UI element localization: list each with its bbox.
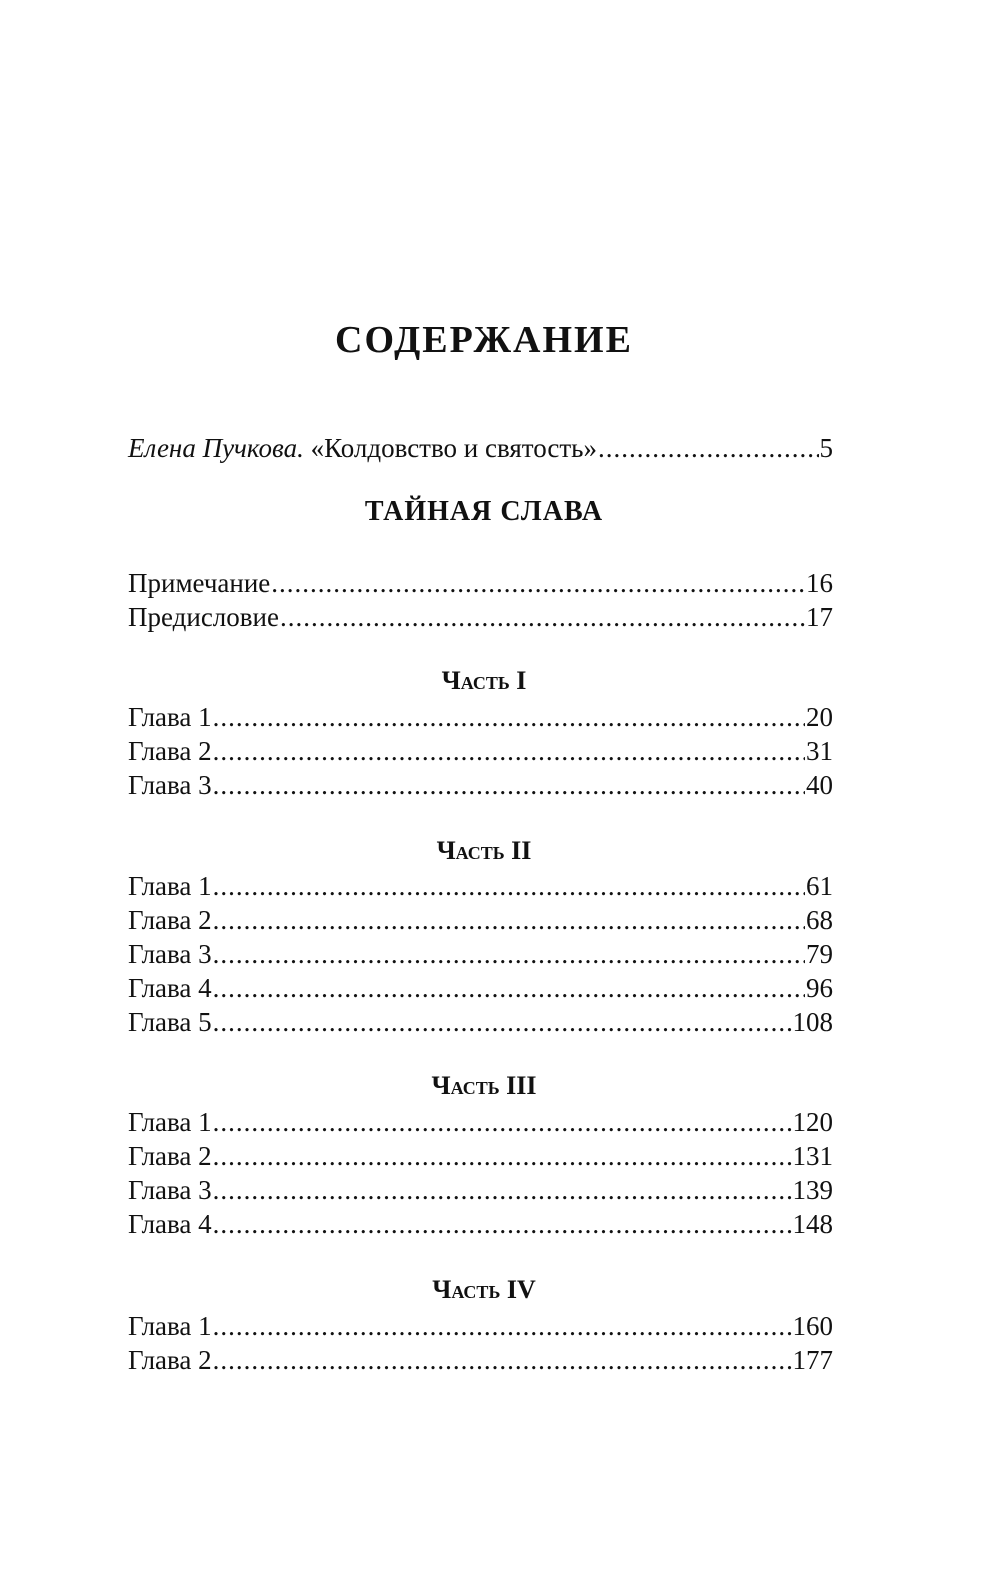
toc-entry-intro[interactable] (128, 431, 833, 465)
toc-entry-chapter[interactable] (128, 1005, 833, 1039)
dot-leader (213, 734, 805, 768)
toc-entry-page: 5 (819, 433, 833, 463)
toc-entry-chapter[interactable] (128, 734, 833, 768)
toc-entry-page: 31 (806, 736, 833, 766)
toc-entry-author: Елена Пучкова. (128, 433, 304, 463)
dot-leader (213, 1005, 792, 1039)
dot-leader (213, 903, 805, 937)
toc-entry-page: 17 (806, 602, 833, 632)
toc-entry-preface[interactable] (128, 600, 833, 634)
toc-entry-page: 79 (806, 939, 833, 969)
part-title-3: Часть III (431, 1071, 537, 1100)
toc-entry-note[interactable] (128, 566, 833, 600)
toc-entry-chapter[interactable] (128, 1105, 833, 1139)
toc-entry-label: Глава 2 (128, 1141, 212, 1171)
toc-entry-label: Глава 2 (128, 905, 212, 935)
toc-entry-label: Глава 3 (128, 939, 212, 969)
dot-leader (271, 566, 805, 600)
dot-leader (213, 971, 805, 1005)
toc-entry-chapter[interactable] (128, 1207, 833, 1241)
dot-leader (213, 1207, 792, 1241)
toc-entry-page: 68 (806, 905, 833, 935)
section-title: ТАЙНАЯ СЛАВА (364, 496, 604, 527)
toc-entry-page: 61 (806, 871, 833, 901)
toc-entry-label: Глава 1 (128, 702, 212, 732)
toc-entry-chapter[interactable] (128, 1309, 833, 1343)
toc-entry-chapter[interactable] (128, 903, 833, 937)
toc-entry-chapter[interactable] (128, 700, 833, 734)
page-title: СОДЕРЖАНИЕ (335, 319, 633, 361)
dot-leader (213, 1139, 792, 1173)
toc-entry-title: «Колдовство и святость» (310, 433, 597, 463)
toc-entry-label: Глава 3 (128, 770, 212, 800)
toc-entry-label: Глава 4 (128, 973, 212, 1003)
toc-entry-page: 40 (806, 770, 833, 800)
toc-entry-label: Глава 1 (128, 1311, 212, 1341)
toc-entry-label: Предисловие (128, 602, 279, 632)
toc-entry-page: 160 (792, 1311, 833, 1341)
toc-entry-label: Примечание (128, 568, 271, 598)
toc-entry-chapter[interactable] (128, 869, 833, 903)
part-title-4: Часть IV (432, 1275, 536, 1304)
toc-entry-label: Глава 4 (128, 1209, 212, 1239)
dot-leader (213, 869, 805, 903)
toc-entry-chapter[interactable] (128, 1173, 833, 1207)
toc-entry-label: Глава 1 (128, 871, 212, 901)
toc-entry-page: 108 (792, 1007, 833, 1037)
toc-entry-page: 148 (792, 1209, 833, 1239)
dot-leader (598, 431, 819, 465)
toc-entry-page: 16 (806, 568, 833, 598)
toc-entry-page: 177 (792, 1345, 833, 1375)
toc-entry-chapter[interactable] (128, 937, 833, 971)
toc-entry-page: 120 (792, 1107, 833, 1137)
toc-entry-chapter[interactable] (128, 1343, 833, 1377)
toc-entry-chapter[interactable] (128, 768, 833, 802)
dot-leader (280, 600, 805, 634)
toc-entry-chapter[interactable] (128, 1139, 833, 1173)
toc-entry-label: Глава 1 (128, 1107, 212, 1137)
toc-entry-page: 131 (792, 1141, 833, 1171)
dot-leader (213, 700, 805, 734)
dot-leader (213, 1309, 792, 1343)
dot-leader (213, 1105, 792, 1139)
toc-entry-label: Глава 2 (128, 1345, 212, 1375)
toc-entry-label: Глава 2 (128, 736, 212, 766)
dot-leader (213, 1173, 792, 1207)
toc-entry-page: 20 (806, 702, 833, 732)
toc-entry-label (128, 431, 597, 465)
part-title-2: Часть II (436, 836, 532, 865)
toc-entry-label: Глава 3 (128, 1175, 212, 1205)
toc-entry-label: Глава 5 (128, 1007, 212, 1037)
dot-leader (213, 768, 805, 802)
toc-entry-chapter[interactable] (128, 971, 833, 1005)
part-title-1: Часть I (441, 666, 527, 695)
dot-leader (213, 937, 805, 971)
dot-leader (213, 1343, 792, 1377)
toc-entry-page: 139 (792, 1175, 833, 1205)
toc-entry-page: 96 (806, 973, 833, 1003)
